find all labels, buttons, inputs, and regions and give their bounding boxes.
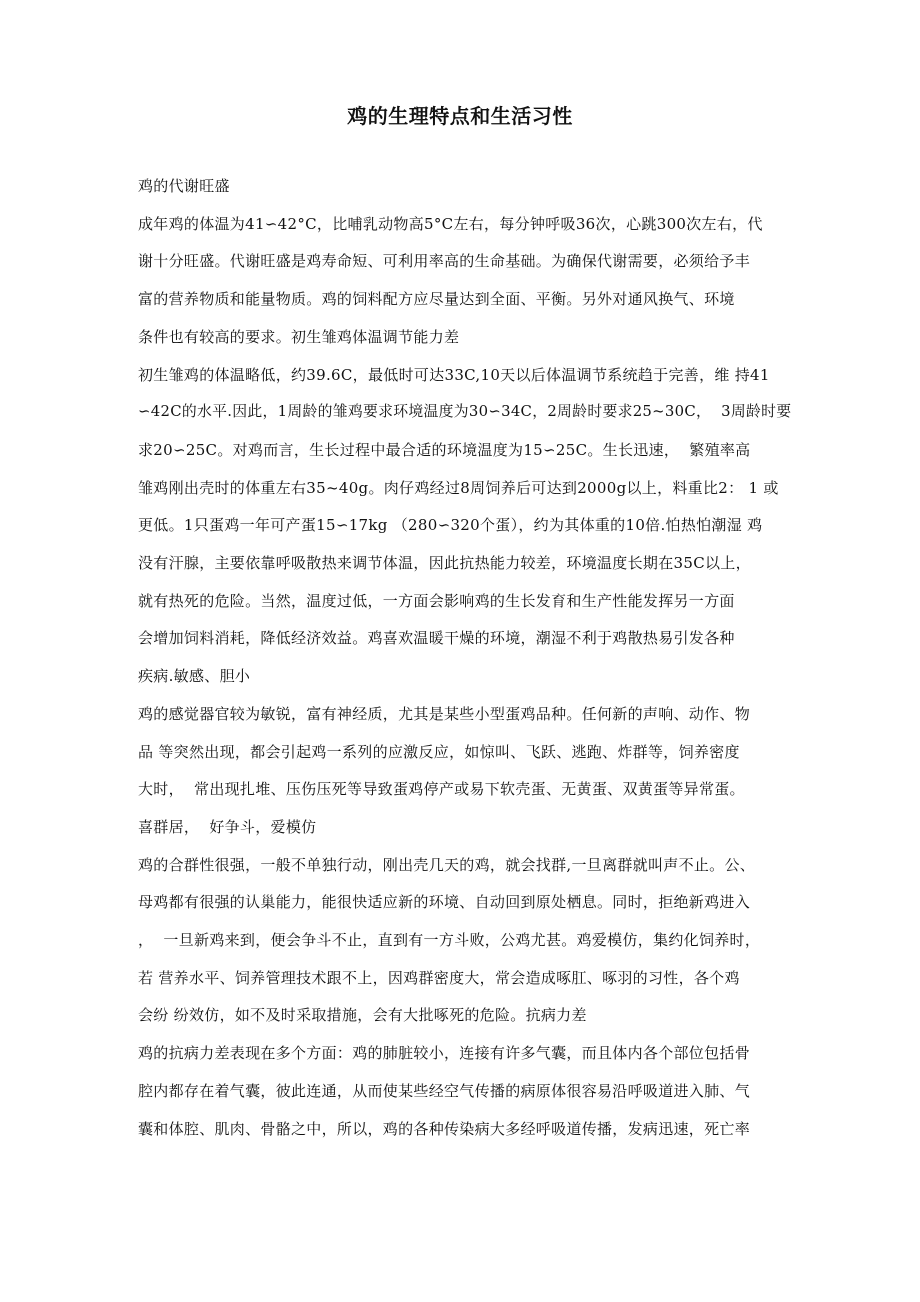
text-line: ， 一旦新鸡来到，便会争斗不止，直到有一方斗败，公鸡尤甚。鸡爱模仿，集约化饲养时， (138, 931, 761, 949)
text-line: 没有汗腺，主要依靠呼吸散热来调节体温，因此抗热能力较差，环境温度长期在35C以上， (138, 554, 751, 572)
text-line: 大时， 常出现扎堆、压伤压死等导致蛋鸡停产或易下软壳蛋、无黄蛋、双黄蛋等异常蛋。 (138, 780, 745, 798)
page-title: 鸡的生理特点和生活习性 (347, 104, 573, 128)
text-line: 喜群居， 好争斗，爱模仿 (138, 818, 317, 836)
text-line: 更低。1只蛋鸡一年可产蛋15∽17kg （280∽320个蛋），约为其体重的10倍.怕热怕潮湿 鸡 (138, 516, 763, 534)
text-line: 若 营养水平、饲养管理技术跟不上，因鸡群密度大，常会造成啄肛、啄羽的习性，各个鸡 (138, 969, 740, 987)
text-line: 母鸡都有很强的认巢能力，能很快适应新的环境、自动回到原处栖息。同时，拒绝新鸡进入 (138, 893, 751, 911)
text-line: 会纷 纷效仿，如不及时采取措施，会有大批啄死的危险。抗病力差 (138, 1006, 587, 1024)
text-line: 囊和体腔、肌肉、骨骼之中，所以，鸡的各种传染病大多经呼吸道传播，发病迅速，死亡率 (138, 1120, 751, 1138)
text-line: 鸡的代谢旺盛 (138, 177, 230, 195)
text-line: 富的营养物质和能量物质。鸡的饲料配方应尽量达到全面、平衡。另外对通风换气、环境 (138, 290, 735, 308)
text-line: 腔内都存在着气囊，彼此连通，从而使某些经空气传播的病原体很容易沿呼吸道进入肺、气 (138, 1082, 751, 1100)
text-line: 品 等突然出现，都会引起鸡一系列的应激反应，如惊叫、飞跃、逃跑、炸群等，饲养密度 (138, 743, 740, 761)
text-line: 鸡的合群性很强，一般不单独行动，刚出壳几天的鸡，就会找群,一旦离群就叫声不止。公、 (138, 856, 756, 874)
text-line: 会增加饲料消耗，降低经济效益。鸡喜欢温暖干燥的环境，潮湿不利于鸡散热易引发各种 (138, 629, 735, 647)
text-line: 就有热死的危险。当然，温度过低，一方面会影响鸡的生长发育和生产性能发挥另一方面 (138, 592, 735, 610)
text-line: 求20∽25C。对鸡而言，生长过程中最合适的环境温度为15∽25C。生长迅速， 繁殖率高 (138, 441, 751, 459)
text-line: 谢十分旺盛。代谢旺盛是鸡寿命短、可利用率高的生命基础。为确保代谢需要，必须给予丰 (138, 252, 751, 270)
text-line: ∽42C的水平.因此，1周龄的雏鸡要求环境温度为30∽34C，2周龄时要求25~30C， 3周龄时要 (138, 403, 792, 420)
text-line: 成年鸡的体温为41∽42°C，比哺乳动物高5°C左右，每分钟呼吸36次，心跳300次左右，代 (138, 215, 763, 233)
text-line: 条件也有较高的要求。初生雏鸡体温调节能力差 (138, 328, 460, 346)
text-line: 疾病.敏感、胆小 (138, 667, 251, 685)
text-line: 鸡的感觉器官较为敏锐，富有神经质，尤其是某些小型蛋鸡品种。任何新的声响、动作、物 (138, 705, 751, 723)
text-line: 雏鸡刚出壳时的体重左右35~40g。肉仔鸡经过8周饲养后可达到2000g以上，料重比2： 1 或 (138, 479, 779, 497)
text-line: 初生雏鸡的体温略低，约39.6C，最低时可达33C,10天以后体温调节系统趋于完善，维 持41 (138, 366, 770, 384)
text-line: 鸡的抗病力差表现在多个方面：鸡的肺脏较小，连接有许多气囊，而且体内各个部位包括骨 (138, 1044, 751, 1062)
